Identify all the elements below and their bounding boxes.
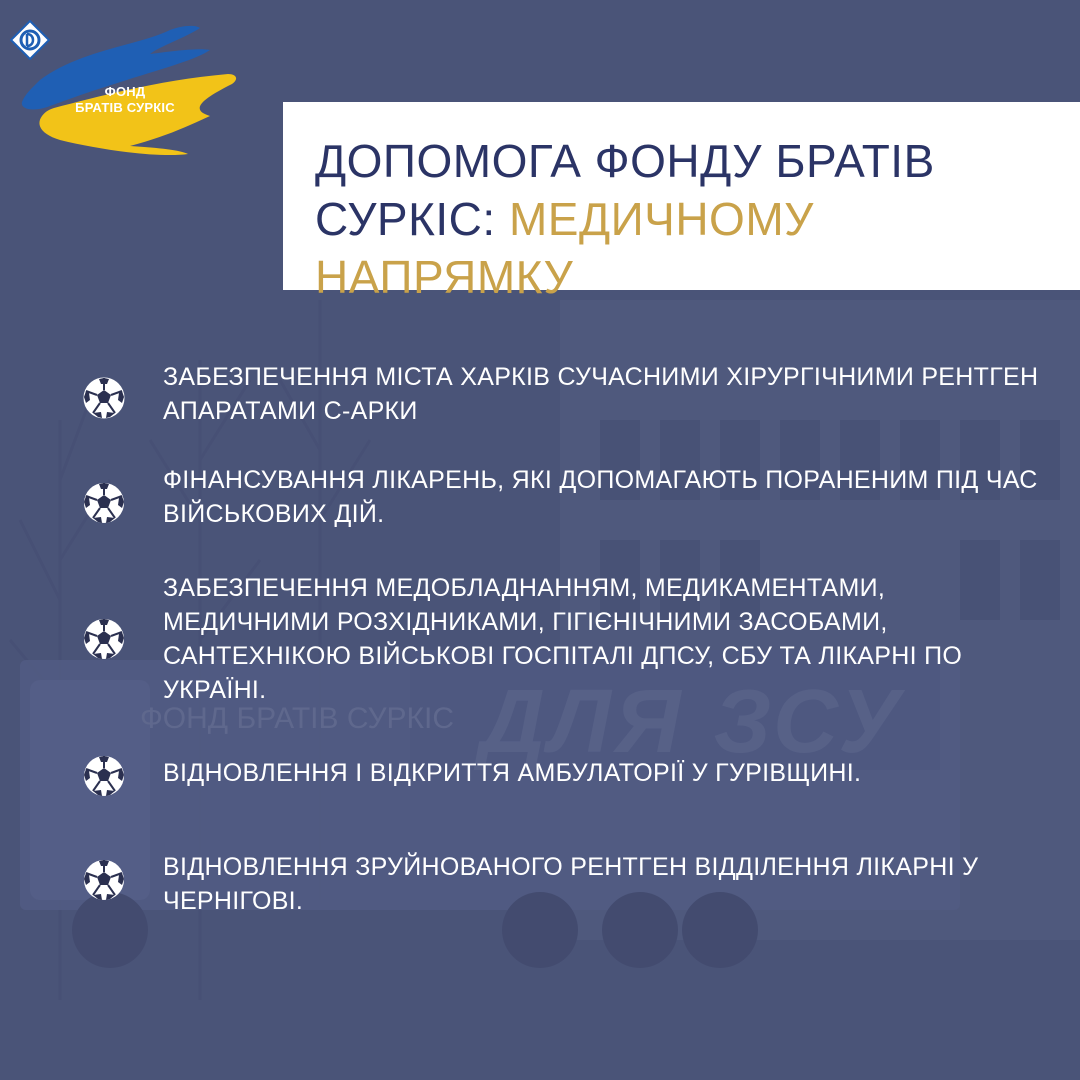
svg-text:ДЛЯ ЗСУ: ДЛЯ ЗСУ	[480, 672, 904, 772]
title-part-2: МЕДИЧНОМУ НАПРЯМКУ	[315, 193, 814, 303]
soccer-ball-icon	[82, 481, 126, 525]
list-item-text: ЗАБЕЗПЕЧЕННЯ МЕДОБЛАДНАННЯМ, МЕДИКАМЕНТАМИ, МЕДИЧНИМИ РОЗХІДНИКАМИ, ГІГІЄНІЧНИМИ ЗАСОБАМИ, САНТЕХНІКОЮ ВІЙСЬКОВІ ГОСПІТАЛІ ДПСУ, СБУ ТА ЛІКАРНІ ПО УКРАЇНІ.	[163, 574, 963, 704]
svg-text:ФОНД БРАТІВ СУРКІС: ФОНД БРАТІВ СУРКІС	[140, 702, 455, 735]
soccer-ball-icon	[82, 617, 126, 661]
soccer-ball-icon	[82, 754, 126, 798]
list-item-text: ФІНАНСУВАННЯ ЛІКАРЕНЬ, ЯКІ ДОПОМАГАЮТЬ ПОРАНЕНИМ ПІД ЧАС ВІЙСЬКОВИХ ДІЙ.	[163, 466, 1038, 528]
soccer-ball-icon	[82, 858, 126, 902]
logo-line-1: ФОНД	[104, 84, 146, 99]
list-item-text: ВІДНОВЛЕННЯ ЗРУЙНОВАНОГО РЕНТГЕН ВІДДІЛЕННЯ ЛІКАРНІ У ЧЕРНІГОВІ.	[163, 853, 979, 915]
title-part-1: ДОПОМОГА ФОНДУ БРАТІВ СУРКІС:	[315, 135, 935, 245]
list-item-text: ЗАБЕЗПЕЧЕННЯ МІСТА ХАРКІВ СУЧАСНИМИ ХІРУРГІЧНИМИ РЕНТГЕН АПАРАТАМИ С-АРКИ	[163, 363, 1039, 425]
logo-line-2: БРАТІВ СУРКІС	[75, 100, 175, 115]
soccer-ball-icon	[82, 376, 126, 420]
list-item-text: ВІДНОВЛЕННЯ І ВІДКРИТТЯ АМБУЛАТОРІЇ У ГУРІВЩИНІ.	[163, 759, 862, 787]
